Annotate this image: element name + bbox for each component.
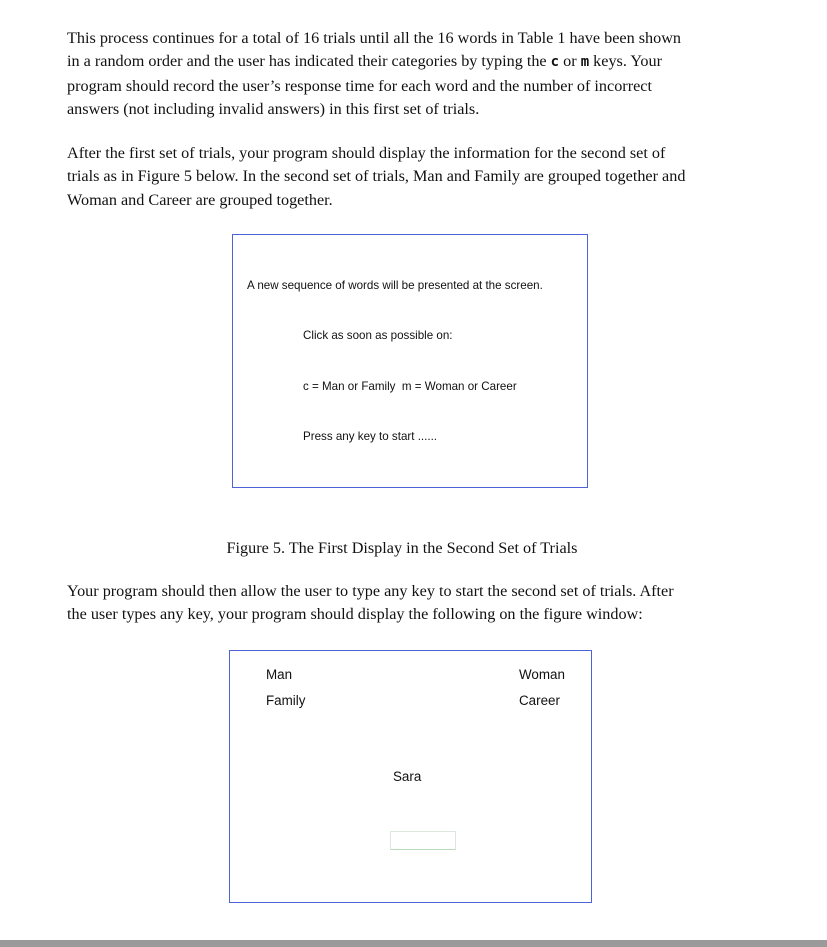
instruction-line: Click as soon as possible on: <box>303 329 453 342</box>
press-key-prompt: Press any key to start ...... <box>303 430 438 443</box>
p1-line: program should record the user’s response time for each word and the number of incorrect <box>67 76 652 95</box>
figure-5-caption: Figure 5. The First Display in the Second Set of Trials <box>226 539 578 557</box>
paragraph-trials-description <box>67 27 737 121</box>
key-letter: m <box>580 54 590 71</box>
response-input[interactable] <box>390 831 456 850</box>
p2-line: Woman and Career are grouped together. <box>67 190 333 209</box>
figure-5-window <box>232 234 588 488</box>
stimulus-word: Sara <box>393 769 422 784</box>
p2-line: After the first set of trials, your program should display the information for the second set of <box>67 144 666 162</box>
instruction-line: A new sequence of words will be presented at the screen. <box>247 279 543 292</box>
trial-figure-window <box>229 650 592 903</box>
category-left-top: Man <box>266 667 293 682</box>
p1-line: answers (not including invalid answers) in this first set of trials. <box>67 99 480 118</box>
paragraph-start-second-set <box>67 580 737 627</box>
key-mapping-line: c = Man or Family m = Woman or Career <box>303 380 517 393</box>
category-left-bottom: Family <box>266 693 306 708</box>
p2-line: trials as in Figure 5 below. In the second set of trials, Man and Family are grouped together and <box>67 167 686 186</box>
p3-line: the user types any key, your program should display the following on the figure window: <box>67 605 643 624</box>
p1-line: This process continues for a total of 16 trials until all the 16 words in Table 1 have been shown <box>67 29 682 47</box>
p3-line: Your program should then allow the user to type any key to start the second set of trials. After <box>67 582 674 600</box>
category-right-top: Woman <box>519 667 565 682</box>
key-letter: c <box>550 54 560 71</box>
p1-line: in a random order and the user has indicated their categories by typing the c or m keys. Your <box>67 52 662 71</box>
category-right-bottom: Career <box>519 693 560 708</box>
horizontal-scrollbar[interactable] <box>0 940 827 947</box>
paragraph-second-set <box>67 142 737 212</box>
